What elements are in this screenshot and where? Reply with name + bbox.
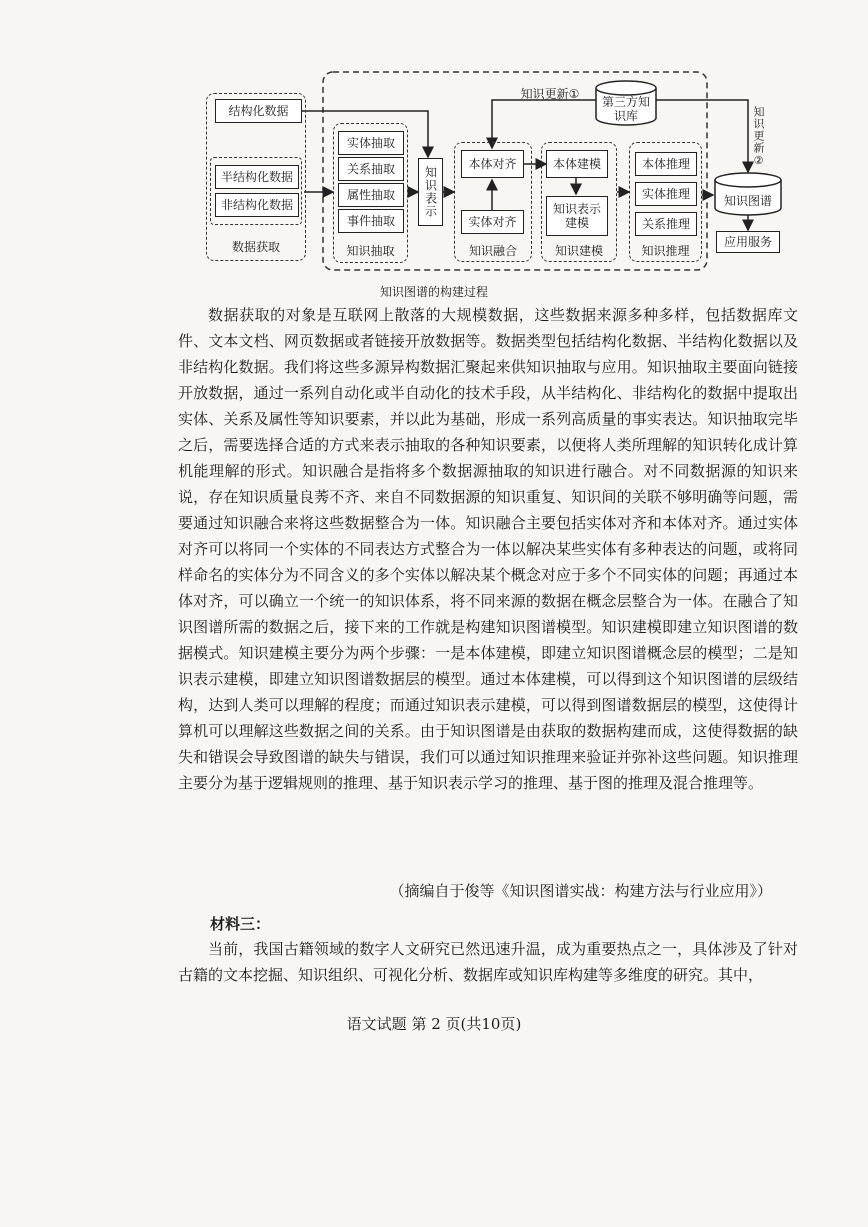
data-acquisition-label: 数据获取	[231, 240, 280, 254]
fusion-label: 知识融合	[468, 244, 517, 258]
entity-extraction-box: 实体抽取	[338, 131, 404, 155]
event-extraction-box: 事件抽取	[338, 209, 404, 233]
semi-structured-data-box: 半结构化数据	[215, 165, 299, 189]
relation-extraction-box: 关系抽取	[338, 157, 404, 181]
application-service-box: 应用服务	[716, 231, 780, 253]
body-paragraph-2: 当前，我国古籍领域的数字人文研究已然迅速升温，成为重要热点之一，具体涉及了针对古籍的文本挖掘、知识组织、可视化分析、数据库或知识库构建等多维度的研究。其中，	[178, 940, 798, 984]
update-1-label: 知识更新①	[520, 87, 580, 101]
repr-model-box: 知识表示建模	[546, 196, 608, 236]
page-footer: 语文试题 第 2 页(共10页)	[346, 1015, 522, 1033]
attribute-extraction-box: 属性抽取	[338, 183, 404, 207]
reasoning-label: 知识推理	[641, 244, 690, 258]
third-party-kb-label: 第三方知识库	[601, 95, 650, 123]
modeling-label: 知识建模	[554, 244, 603, 258]
ontology-align-box: 本体对齐	[461, 150, 524, 178]
knowledge-graph-label: 知识图谱	[723, 194, 772, 208]
ontology-reasoning-box: 本体推理	[635, 152, 697, 176]
material-three-title: 材料三：	[210, 915, 271, 933]
relation-reasoning-box: 关系推理	[635, 212, 697, 236]
kg-construction-diagram	[0, 0, 868, 300]
update-2-label: 知识更新②	[752, 106, 765, 168]
entity-align-box: 实体对齐	[461, 210, 524, 234]
ontology-model-box: 本体建模	[546, 150, 608, 178]
diagram-caption: 知识图谱的构建过程	[379, 285, 488, 299]
extraction-label: 知识抽取	[346, 244, 395, 258]
structured-data-box: 结构化数据	[215, 99, 302, 123]
representation-box: 知识表示	[418, 158, 443, 226]
source-citation: （摘编自于俊等《知识图谱实战：构建方法与行业应用》）	[389, 882, 772, 900]
diagram-connectors	[0, 0, 868, 300]
unstructured-data-box: 非结构化数据	[215, 193, 299, 217]
entity-reasoning-box: 实体推理	[635, 182, 697, 206]
body-paragraph-1: 数据获取的对象是互联网上散落的大规模数据，这些数据来源多种多样，包括数据库文件、文本文档、网页数据或者链接开放数据等。数据类型包括结构化数据、半结构化数据以及非结构化数据。我们将这些多源异构数据汇聚起来供知识抽取与应用。知识抽取主要面向链接开放数据，通过一系列自动化或半自动化的技术手段，从半结构化、非结构化的数据中提取出实体、关系及属性等知识要素，并以此为基础，形成一系列高质量的事实表达。知识抽取完毕之后，需要选择合适的方式来表示抽取的各种知识要素，以便将人类所理解的知识转化成计算机能理解的形式。知识融合是指将多个数据源抽取的知识进行融合。对不同数据源的知识来说，存在知识质量良莠不齐、来自不同数据源的知识重复、知识间的关联不够明确等问题，需要通过知识融合来将这些数据整合为一体。知识融合主要包括实体对齐和本体对齐。通过实体对齐可以将同一个实体的不同表达方式整合为一体以解决某些实体有多种表达的问题，或将同样命名的实体分为不同含义的多个实体以解决某个概念对应于多个不同实体的问题；再通过本体对齐，可以确立一个统一的知识体系，将不同来源的数据在概念层整合为一体。在融合了知识图谱所需的数据之后，接下来的工作就是构建知识图谱模型。知识建模即建立知识图谱的数据模式。知识建模主要分为两个步骤：一是本体建模，即建立知识图谱概念层的模型；二是知识表示建模，即建立知识图谱数据层的模型。通过本体建模，可以得到这个知识图谱的层级结构，达到人类可以理解的程度；而通过知识表示建模，可以得到图谱数据层的模型，这使得计算机可以理解这些数据之间的关系。由于知识图谱是由获取的数据构建而成，这使得数据的缺失和错误会导致图谱的缺失与错误，我们可以通过知识推理来验证并弥补这些问题。知识推理主要分为基于逻辑规则的推理、基于知识表示学习的推理、基于图的推理及混合推理等。	[178, 306, 798, 792]
